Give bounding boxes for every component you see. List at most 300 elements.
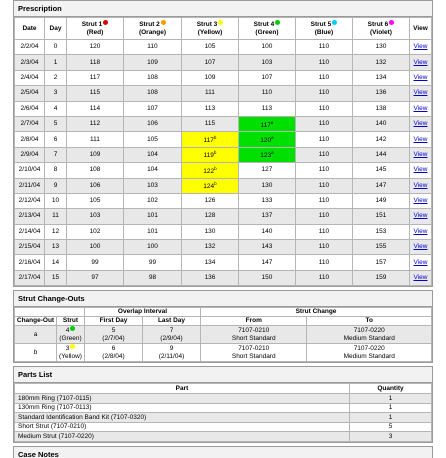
strut-color-name: (Green)	[255, 29, 279, 36]
strut-value: 104	[147, 166, 158, 174]
strut-6-value	[352, 163, 409, 178]
part-quantity: 1	[350, 394, 432, 404]
view-link[interactable]: View	[413, 73, 428, 81]
strut-value: 140	[261, 227, 273, 235]
strut-value: 157	[375, 258, 387, 266]
strut-value: 110	[318, 73, 330, 81]
strut-3-value	[182, 209, 239, 224]
strut-6-header	[352, 18, 409, 40]
parts-list-title: Parts List	[14, 367, 432, 383]
strut-value: 105	[204, 43, 216, 51]
strut-4-value	[238, 86, 295, 101]
day-cell: 9	[45, 178, 67, 193]
strut-value: 117	[260, 121, 271, 129]
day-cell: 10	[45, 193, 67, 208]
strut-6-value	[352, 70, 409, 85]
to-code: 7107-0220	[353, 344, 385, 352]
strut-1-value	[67, 147, 124, 162]
to-code: 7107-0220	[353, 326, 385, 334]
strut-5-value	[295, 147, 352, 162]
strut-2-value	[123, 86, 181, 101]
strut-4-value	[238, 178, 295, 193]
strut-1-value	[67, 55, 124, 70]
first-day-date: (2/8/04)	[102, 352, 125, 360]
from-code: 7107-0210	[238, 326, 270, 334]
strut-value: 97	[91, 274, 99, 282]
table-row	[15, 86, 432, 101]
strut-2-value	[123, 70, 181, 85]
view-cell	[410, 224, 432, 239]
table-row	[15, 326, 432, 344]
strut-2-header	[123, 18, 181, 40]
view-link[interactable]: View	[413, 89, 428, 97]
from-cell	[201, 326, 307, 344]
strut-1-value	[67, 163, 124, 178]
strut-5-header	[295, 18, 352, 40]
date-cell: 2/3/04	[15, 55, 45, 70]
strut-value: 110	[318, 181, 330, 189]
overlap-mark: b	[213, 135, 217, 141]
strut-value: 114	[89, 104, 101, 112]
date-cell: 2/16/04	[15, 255, 45, 270]
strut-6-value	[352, 132, 409, 147]
view-link[interactable]: View	[413, 150, 428, 158]
strut-value: 113	[204, 104, 216, 112]
day-cell: 0	[45, 40, 67, 55]
part-quantity: 1	[350, 413, 432, 423]
strut-3-value	[182, 178, 239, 193]
part-name: Medium Strut (7107-0220)	[15, 432, 350, 442]
strut-3-value	[182, 70, 239, 85]
day-cell: 14	[45, 255, 67, 270]
strut-value: 147	[261, 258, 273, 266]
last-day-number: 7	[169, 326, 174, 334]
color-dot-icon	[70, 326, 75, 331]
to-description: Medium Standard	[343, 352, 395, 360]
strut-3-value	[182, 147, 239, 162]
strut-2-value	[123, 101, 181, 116]
view-cell	[410, 255, 432, 270]
strut-change-header: Strut Change	[201, 308, 432, 317]
strut-value: 128	[204, 212, 216, 220]
prescription-title: Prescription	[14, 1, 432, 17]
last-day-header: Last Day	[143, 317, 201, 326]
strut-value: 140	[375, 120, 387, 128]
strut-3-value	[182, 55, 239, 70]
day-cell: 12	[45, 224, 67, 239]
view-cell	[410, 70, 432, 85]
view-link[interactable]: View	[413, 243, 428, 251]
strut-header: Strut	[57, 317, 85, 326]
strut-value: 137	[261, 212, 273, 220]
strut-1-value	[67, 101, 124, 116]
strut-value: 102	[147, 197, 158, 205]
date-cell: 2/15/04	[15, 240, 45, 255]
strut-5-value	[295, 270, 352, 285]
strut-value: 98	[148, 274, 157, 282]
day-cell: 2	[45, 70, 67, 85]
strut-value: 108	[89, 166, 101, 174]
strut-5-value	[295, 86, 352, 101]
date-cell: 2/9/04	[15, 147, 45, 162]
color-dot-icon	[218, 20, 223, 25]
strut-value: 110	[318, 274, 330, 282]
color-dot-icon	[70, 344, 75, 349]
strut-5-value	[295, 163, 352, 178]
strut-value: 109	[204, 73, 216, 81]
strut-value: 133	[261, 197, 273, 205]
strut-5-value	[295, 209, 352, 224]
strut-3-value	[182, 193, 239, 208]
day-cell: 1	[45, 55, 67, 70]
strut-6-value	[352, 270, 409, 285]
from-header: From	[201, 317, 307, 326]
strut-value: 138	[375, 104, 387, 112]
date-cell: 2/2/04	[15, 40, 45, 55]
overlap-mark: b	[213, 150, 217, 156]
strut-2-value	[123, 40, 181, 55]
strut-value: 110	[318, 243, 330, 251]
date-header: Date	[15, 18, 45, 40]
strut-value: 127	[261, 166, 273, 174]
date-cell: 2/10/04	[15, 163, 45, 178]
change-outs-header-row-2	[15, 317, 432, 326]
table-row	[15, 178, 432, 193]
first-day-cell	[85, 344, 143, 362]
table-row	[15, 193, 432, 208]
strut-6-value	[352, 255, 409, 270]
strut-4-value	[238, 40, 295, 55]
strut-4-value	[238, 101, 295, 116]
part-quantity: 3	[350, 432, 432, 442]
strut-3-value	[182, 86, 239, 101]
strut-name: Strut 2	[139, 21, 160, 28]
strut-value: 150	[261, 274, 273, 282]
table-row	[15, 101, 432, 116]
to-cell	[307, 344, 432, 362]
strut-value: 136	[204, 274, 216, 282]
view-link[interactable]: View	[413, 197, 428, 205]
strut-value: 110	[318, 135, 330, 143]
strut-value: 117	[89, 73, 101, 81]
strut-1-value	[67, 193, 124, 208]
quantity-header: Quantity	[350, 384, 432, 394]
view-link[interactable]: View	[413, 166, 428, 174]
strut-3-header	[182, 18, 239, 40]
view-cell	[410, 132, 432, 147]
strut-value: 99	[148, 258, 157, 266]
view-cell	[410, 116, 432, 131]
view-cell	[410, 163, 432, 178]
strut-2-value	[123, 116, 181, 131]
table-row	[15, 240, 432, 255]
strut-2-value	[123, 209, 181, 224]
strut-value: 147	[375, 181, 387, 189]
day-cell: 5	[45, 116, 67, 131]
strut-color-name: (Violet)	[370, 29, 392, 36]
strut-6-value	[352, 101, 409, 116]
to-description: Medium Standard	[343, 334, 395, 342]
strut-5-value	[295, 40, 352, 55]
strut-number: 4	[65, 327, 70, 335]
strut-color-name: (Red)	[86, 29, 104, 36]
date-cell: 2/17/04	[15, 270, 45, 285]
day-cell: 7	[45, 147, 67, 162]
to-header: To	[307, 317, 432, 326]
change-outs-title: Strut Change-Outs	[14, 291, 432, 307]
strut-value: 110	[318, 104, 330, 112]
view-cell	[410, 209, 432, 224]
strut-6-value	[352, 147, 409, 162]
strut-value: 120	[89, 43, 101, 51]
strut-value: 110	[318, 43, 330, 51]
first-day-date: (2/7/04)	[102, 334, 125, 342]
view-link[interactable]: View	[413, 181, 428, 189]
strut-6-value	[352, 178, 409, 193]
strut-color: (Green)	[59, 335, 82, 343]
strut-5-value	[295, 178, 352, 193]
first-day-number: 6	[111, 344, 116, 352]
strut-4-header	[238, 18, 295, 40]
strut-value: 110	[318, 166, 330, 174]
last-day-date: (2/11/04)	[158, 352, 185, 360]
strut-4-value	[238, 132, 295, 147]
table-row	[15, 344, 432, 362]
strut-value: 113	[261, 104, 273, 112]
strut-6-value	[352, 116, 409, 131]
strut-value: 112	[89, 120, 101, 128]
strut-5-value	[295, 255, 352, 270]
strut-value: 132	[204, 243, 216, 251]
strut-value: 132	[375, 58, 387, 66]
strut-color: (Yellow)	[59, 353, 82, 361]
view-cell	[410, 147, 432, 162]
strut-1-value	[67, 70, 124, 85]
view-cell	[410, 240, 432, 255]
view-link[interactable]: View	[413, 258, 428, 266]
strut-value: 110	[318, 258, 330, 266]
strut-value: 109	[89, 150, 101, 158]
strut-6-value	[352, 224, 409, 239]
strut-value: 149	[375, 197, 387, 205]
strut-3-value	[182, 270, 239, 285]
strut-5-value	[295, 101, 352, 116]
strut-4-value	[238, 224, 295, 239]
overlap-mark: b	[214, 181, 217, 187]
strut-value: 123	[260, 152, 272, 160]
strut-1-value	[67, 270, 124, 285]
strut-value: 108	[147, 73, 158, 81]
table-row	[15, 116, 432, 131]
parts-list-table	[14, 383, 432, 442]
strut-value: 111	[90, 135, 100, 143]
strut-1-value	[67, 40, 124, 55]
part-name: 180mm Ring (7107-0115)	[15, 394, 350, 404]
day-cell: 8	[45, 163, 67, 178]
overlap-mark: a	[271, 135, 274, 141]
strut-2-value	[123, 132, 181, 147]
strut-number: 3	[65, 345, 70, 353]
first-day-header: First Day	[85, 317, 143, 326]
view-link[interactable]: View	[413, 227, 428, 235]
date-cell: 2/4/04	[15, 70, 45, 85]
strut-6-value	[352, 209, 409, 224]
day-cell: 3	[45, 86, 67, 101]
strut-value: 103	[147, 181, 158, 189]
strut-color-name: (Yellow)	[197, 29, 223, 36]
strut-value: 153	[375, 227, 387, 235]
page	[13, 0, 433, 458]
strut-value: 120	[260, 137, 272, 145]
strut-value: 100	[261, 43, 273, 51]
strut-value: 134	[375, 73, 387, 81]
strut-6-value	[352, 193, 409, 208]
strut-value: 159	[375, 274, 387, 282]
strut-value: 103	[261, 58, 273, 66]
from-code: 7107-0210	[238, 344, 270, 352]
strut-value: 100	[147, 243, 158, 251]
table-row	[15, 40, 432, 55]
strut-2-value	[123, 55, 181, 70]
strut-1-value	[67, 255, 124, 270]
table-row	[15, 224, 432, 239]
color-dot-icon	[389, 20, 394, 25]
strut-3-value	[182, 40, 239, 55]
date-cell: 2/11/04	[15, 178, 45, 193]
view-cell	[410, 101, 432, 116]
strut-value: 111	[205, 89, 215, 97]
strut-2-value	[123, 193, 181, 208]
date-cell: 2/5/04	[15, 86, 45, 101]
strut-5-value	[295, 55, 352, 70]
strut-3-value	[182, 255, 239, 270]
strut-4-value	[238, 163, 295, 178]
part-name: Short Strut (7107-0210)	[15, 422, 350, 432]
last-day-date: (2/9/04)	[160, 334, 183, 342]
strut-4-value	[238, 55, 295, 70]
strut-3-value	[182, 240, 239, 255]
strut-name: Strut 5	[310, 21, 332, 28]
last-day-cell	[143, 344, 201, 362]
date-cell: 2/14/04	[15, 224, 45, 239]
strut-value: 100	[89, 243, 101, 251]
strut-5-value	[295, 224, 352, 239]
strut-value: 110	[318, 212, 330, 220]
first-day-number: 5	[111, 326, 116, 334]
view-link[interactable]: View	[413, 43, 428, 51]
strut-6-value	[352, 40, 409, 55]
strut-value: 102	[89, 227, 101, 235]
strut-1-header	[67, 18, 124, 40]
strut-5-value	[295, 132, 352, 147]
view-link[interactable]: View	[413, 212, 428, 220]
strut-name: Strut 3	[196, 21, 218, 28]
parts-list-section	[13, 366, 433, 443]
first-day-cell	[85, 326, 143, 344]
strut-name: Strut 6	[367, 21, 389, 28]
from-description: Short Standard	[231, 334, 276, 342]
table-row	[15, 55, 432, 70]
table-row	[15, 270, 432, 285]
strut-5-value	[295, 70, 352, 85]
strut-value: 151	[375, 212, 387, 220]
view-link[interactable]: View	[413, 274, 428, 282]
strut-value: 110	[318, 89, 330, 97]
change-outs-section	[13, 290, 433, 363]
parts-list-body	[15, 394, 432, 442]
strut-4-value	[238, 193, 295, 208]
strut-value: 134	[204, 258, 216, 266]
change-outs-header-row-1	[15, 308, 432, 317]
strut-cell	[57, 326, 85, 344]
view-cell	[410, 270, 432, 285]
strut-6-value	[352, 86, 409, 101]
strut-value: 99	[91, 258, 99, 266]
view-cell	[410, 55, 432, 70]
table-row	[15, 163, 432, 178]
color-dot-icon	[332, 20, 337, 25]
table-row	[15, 432, 432, 442]
strut-value: 119	[203, 152, 214, 160]
strut-value: 155	[375, 243, 387, 251]
table-row	[15, 413, 432, 423]
strut-value: 122	[203, 167, 215, 175]
strut-value: 105	[89, 197, 101, 205]
from-cell	[201, 344, 307, 362]
strut-color-name: (Orange)	[138, 29, 167, 36]
strut-value: 117	[203, 137, 214, 145]
strut-value: 105	[147, 135, 158, 143]
color-dot-icon	[161, 20, 166, 25]
change-out-id: b	[15, 344, 57, 362]
strut-value: 143	[261, 243, 273, 251]
strut-name: Strut 1	[81, 21, 103, 28]
strut-5-value	[295, 240, 352, 255]
strut-value: 130	[375, 43, 387, 51]
to-cell	[307, 326, 432, 344]
strut-2-value	[123, 163, 181, 178]
view-link[interactable]: View	[413, 104, 428, 112]
day-cell: 13	[45, 240, 67, 255]
strut-value: 110	[318, 197, 330, 205]
view-link[interactable]: View	[413, 135, 428, 143]
view-link[interactable]: View	[413, 120, 428, 128]
color-dot-icon	[103, 20, 108, 25]
strut-value: 115	[89, 89, 101, 97]
view-link[interactable]: View	[413, 58, 428, 66]
strut-value: 107	[261, 73, 273, 81]
strut-value: 109	[147, 58, 158, 66]
overlap-mark: a	[271, 150, 274, 156]
strut-value: 107	[204, 58, 216, 66]
strut-2-value	[123, 240, 181, 255]
date-cell: 2/13/04	[15, 209, 45, 224]
strut-value: 130	[204, 227, 216, 235]
change-outs-table	[14, 307, 432, 362]
parts-header-row	[15, 384, 432, 394]
strut-5-value	[295, 116, 352, 131]
strut-3-value	[182, 101, 239, 116]
overlap-interval-header: Overlap Interval	[85, 308, 201, 317]
day-cell: 4	[45, 101, 67, 116]
part-name: 130mm Ring (7107-0113)	[15, 403, 350, 413]
view-header: View	[410, 18, 432, 40]
table-row	[15, 403, 432, 413]
view-cell	[410, 178, 432, 193]
strut-value: 106	[147, 120, 158, 128]
strut-1-value	[67, 224, 124, 239]
part-quantity: 1	[350, 403, 432, 413]
